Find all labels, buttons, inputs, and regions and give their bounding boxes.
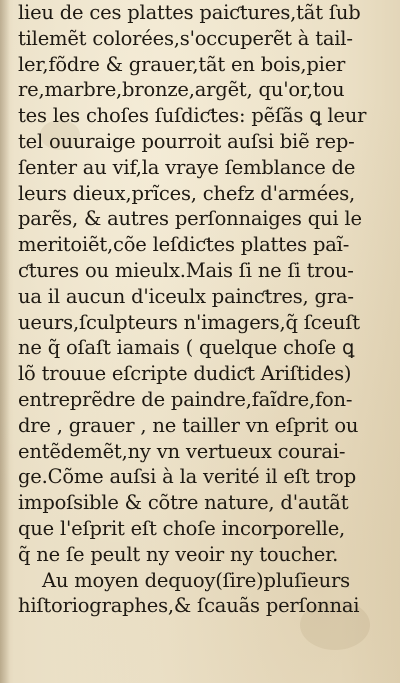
text-line: que l'eſprit eſt choſe incorporelle, bbox=[18, 516, 346, 540]
text-line: tilemẽt colorées,s'occuperẽt à tail- bbox=[18, 26, 353, 50]
text-line: ge.Cõme auſsi à la verité il eſt trop bbox=[18, 465, 356, 489]
body-text bbox=[18, 0, 390, 619]
text-line: q̃ ne ſe peult ny veoir ny toucher. bbox=[18, 542, 339, 566]
text-line: ua il aucun d'iceulx painƈtres, gra- bbox=[18, 284, 354, 308]
text-line: ueurs,ſculpteurs n'imagers,q̃ ſceuſt bbox=[18, 310, 360, 334]
text-line: meritoiẽt,cõe leſdiƈtes plattes paĩ- bbox=[18, 233, 350, 257]
text-line: ne q̃ oſaſt iamais ( quelque choſe ꝗ bbox=[18, 336, 355, 360]
text-line: ſenter au vif,la vraye ſemblance de bbox=[18, 155, 356, 179]
text-line: lieu de ces plattes paiƈtures,tãt ſub bbox=[18, 1, 361, 24]
text-line: re,marbre,bronze,argẽt, qu'or,tou bbox=[18, 78, 345, 102]
text-line: parẽs, & autres perſonnaiges qui le bbox=[18, 207, 362, 231]
text-line: hiſtoriographes,& ſcauãs perſonnai bbox=[18, 594, 360, 618]
text-line: tes les choſes ſuſdiƈtes: pẽſãs ꝗ leur bbox=[18, 104, 367, 128]
text-line: leurs dieux,prĩces, chefz d'armées, bbox=[18, 181, 356, 205]
text-line: entreprẽdre de paindre,faĩdre,fon- bbox=[18, 387, 353, 411]
gutter-shadow bbox=[0, 0, 10, 683]
text-line: entẽdemẽt,ny vn vertueux courai- bbox=[18, 439, 346, 463]
text-line: impoſsible & cõtre nature, d'autãt bbox=[18, 491, 349, 515]
text-line: ƈtures ou mieulx.Mais ſi ne ſi trou- bbox=[18, 258, 354, 282]
text-line: Au moyen dequoy(ſire)pluſieurs bbox=[42, 568, 350, 592]
text-line: tel ouuraige pourroit auſsi biẽ rep- bbox=[18, 129, 355, 153]
text-line: lõ trouue eſcripte dudiƈt Ariſtides) bbox=[18, 362, 352, 386]
text-line: ler,fõdre & grauer,tãt en bois,pier bbox=[18, 52, 346, 76]
text-line: dre , grauer , ne tailler vn eſprit ou bbox=[18, 413, 359, 437]
